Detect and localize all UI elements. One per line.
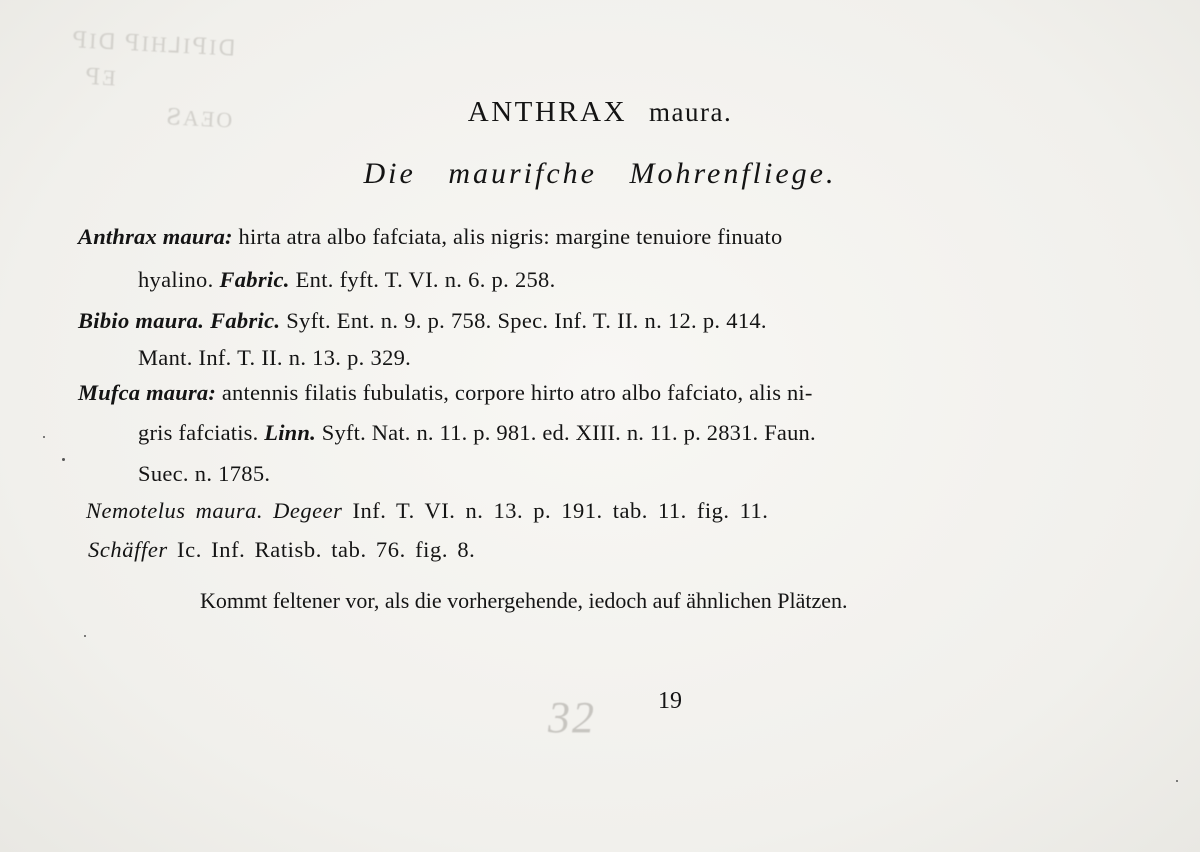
pencil-annotation: 32 xyxy=(548,693,596,742)
citation-text: Suec. n. 1785. xyxy=(138,461,271,486)
citation-author: Anthrax maura: xyxy=(78,224,233,249)
synonymy-line xyxy=(78,380,813,406)
citation-emphasis xyxy=(264,420,316,445)
citation-author: Fabric. xyxy=(219,267,290,292)
citation-emphasis xyxy=(78,308,204,333)
paper-speck xyxy=(62,458,65,461)
paper-speck xyxy=(1176,780,1178,782)
citation-author: Nemotelus maura. xyxy=(86,498,263,523)
citation-text: antennis filatis fubulatis, corpore hirto atro albo fafciato, alis ni- xyxy=(216,380,813,405)
citation-author: Mufca maura: xyxy=(78,380,217,405)
synonymy-line xyxy=(86,498,768,524)
citation-text: Syft. Ent. n. 9. p. 758. Spec. Inf. T. II. n. 12. p. 414. xyxy=(280,308,767,333)
citation-text: Ent. fyft. T. VI. n. 6. p. 258. xyxy=(289,267,556,292)
citation-author: Linn. xyxy=(264,420,316,445)
citation-text: Ic. Inf. Ratisb. tab. 76. fig. 8. xyxy=(167,537,476,562)
citation-text: hirta atra albo fafciata, alis nigris: margine tenuiore finuato xyxy=(232,224,783,249)
citation-emphasis xyxy=(210,308,280,333)
citation-text: Inf. T. VI. n. 13. p. 191. tab. 11. fig. 11. xyxy=(342,498,769,523)
synonymy-line xyxy=(88,537,475,563)
citation-text xyxy=(263,498,273,523)
citation-text: Mant. Inf. T. II. n. 13. p. 329. xyxy=(138,345,412,370)
citation-emphasis xyxy=(78,224,233,249)
synonymy-line xyxy=(138,420,816,446)
synonymy-line xyxy=(138,267,556,293)
citation-text: Syft. Nat. n. 11. p. 981. ed. XIII. n. 11. p. 2831. Faun. xyxy=(315,420,816,445)
synonymy-line xyxy=(78,224,782,250)
citation-emphasis xyxy=(78,380,216,405)
page-title xyxy=(0,96,1200,129)
synonymy-line xyxy=(138,461,270,487)
citation-emphasis xyxy=(219,267,289,292)
citation-text: hyalino. xyxy=(138,267,220,292)
species-name: maura. xyxy=(649,97,733,127)
citation-text: gris fafciatis. xyxy=(138,420,265,445)
common-name: Die maurifche Mohrenfliege. xyxy=(363,157,837,190)
citation-author: Schäffer xyxy=(88,537,168,562)
synonymy-line xyxy=(78,308,767,334)
synonymy-line xyxy=(138,345,411,371)
page-number: 19 xyxy=(658,688,682,714)
paper-speck xyxy=(84,635,86,637)
show-through-text: ꟼIᗡ ꟼIH⅃IꟼIᗡ ꟼƎ ꙄAƎO xyxy=(68,27,238,133)
citation-author: Fabric. xyxy=(210,308,281,333)
occurrence-note: Kommt feltener vor, als die vorhergehende, iedoch auf ähnlichen Plätzen. xyxy=(200,588,848,613)
citation-author: Bibio maura. xyxy=(78,308,205,333)
citation-author: Degeer xyxy=(273,498,343,523)
genus-name: ANTHRAX xyxy=(467,96,628,128)
paper-speck xyxy=(43,436,45,438)
